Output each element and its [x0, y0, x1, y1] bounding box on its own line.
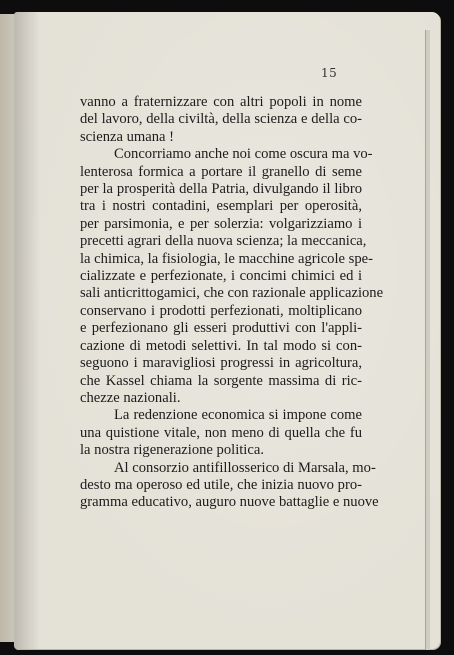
text-line: per la prosperità della Patria, divulgando il libro: [80, 181, 362, 198]
text-line: cazione di metodi selettivi. In tal modo si con-: [80, 337, 362, 354]
text-line: gramma educativo, auguro nuove battaglie e nuove: [80, 494, 379, 511]
text-line: vanno a fraternizzare con altri popoli in nome: [80, 94, 362, 110]
text-line: desto ma operoso ed utile, che inizia nuovo pro-: [80, 476, 362, 493]
text-line: seguono i maravigliosi progressi in agricoltura,: [80, 355, 362, 372]
page-number: 15: [321, 66, 338, 80]
text-line: che Kassel chiama la sorgente massima di ric-: [80, 372, 362, 389]
text-line: Al consorzio antifillosserico di Marsala, mo-: [114, 459, 376, 476]
paragraph: [80, 459, 379, 512]
page-stack-edge: [425, 30, 430, 650]
text-line: Concorriamo anche noi come oscura ma vo-: [114, 146, 373, 163]
text-line: sali anticrittogamici, che con razionale applicazione: [80, 285, 384, 302]
text-line: del lavoro, della civiltà, della scienza e della co-: [80, 111, 362, 128]
text-line: chezze nazionali.: [80, 389, 181, 406]
text-line: lenterosa formica a portare il granello di seme: [80, 163, 362, 180]
text-line: la chimica, la fisiologia, le macchine agricole spe-: [80, 250, 373, 267]
text-line: per parsimonia, e per solerzia: volgarizziamo i: [80, 215, 362, 232]
text-line: conservano i prodotti perfezionati, moltiplicano: [80, 302, 362, 319]
text-line: la nostra rigenerazione politica.: [80, 442, 264, 459]
paragraph: [80, 146, 384, 407]
paragraph: [80, 407, 362, 459]
text-line: precetti agrari della nuova scienza; la meccanica,: [80, 233, 367, 250]
paragraph: [80, 94, 362, 146]
text-line: cializzate e perfezionate, i concimi chimici ed i: [80, 268, 362, 285]
text-line: e perfezionano gli esseri produttivi con l'appli-: [80, 320, 362, 337]
text-line: scienza umana !: [80, 128, 174, 145]
text-line: una quistione vitale, non meno di quella che fu: [80, 424, 362, 441]
text-line: tra i nostri contadini, esemplari per operosità,: [80, 198, 362, 215]
text-line: La redenzione economica si impone come: [114, 407, 362, 424]
body-text: [80, 94, 384, 512]
